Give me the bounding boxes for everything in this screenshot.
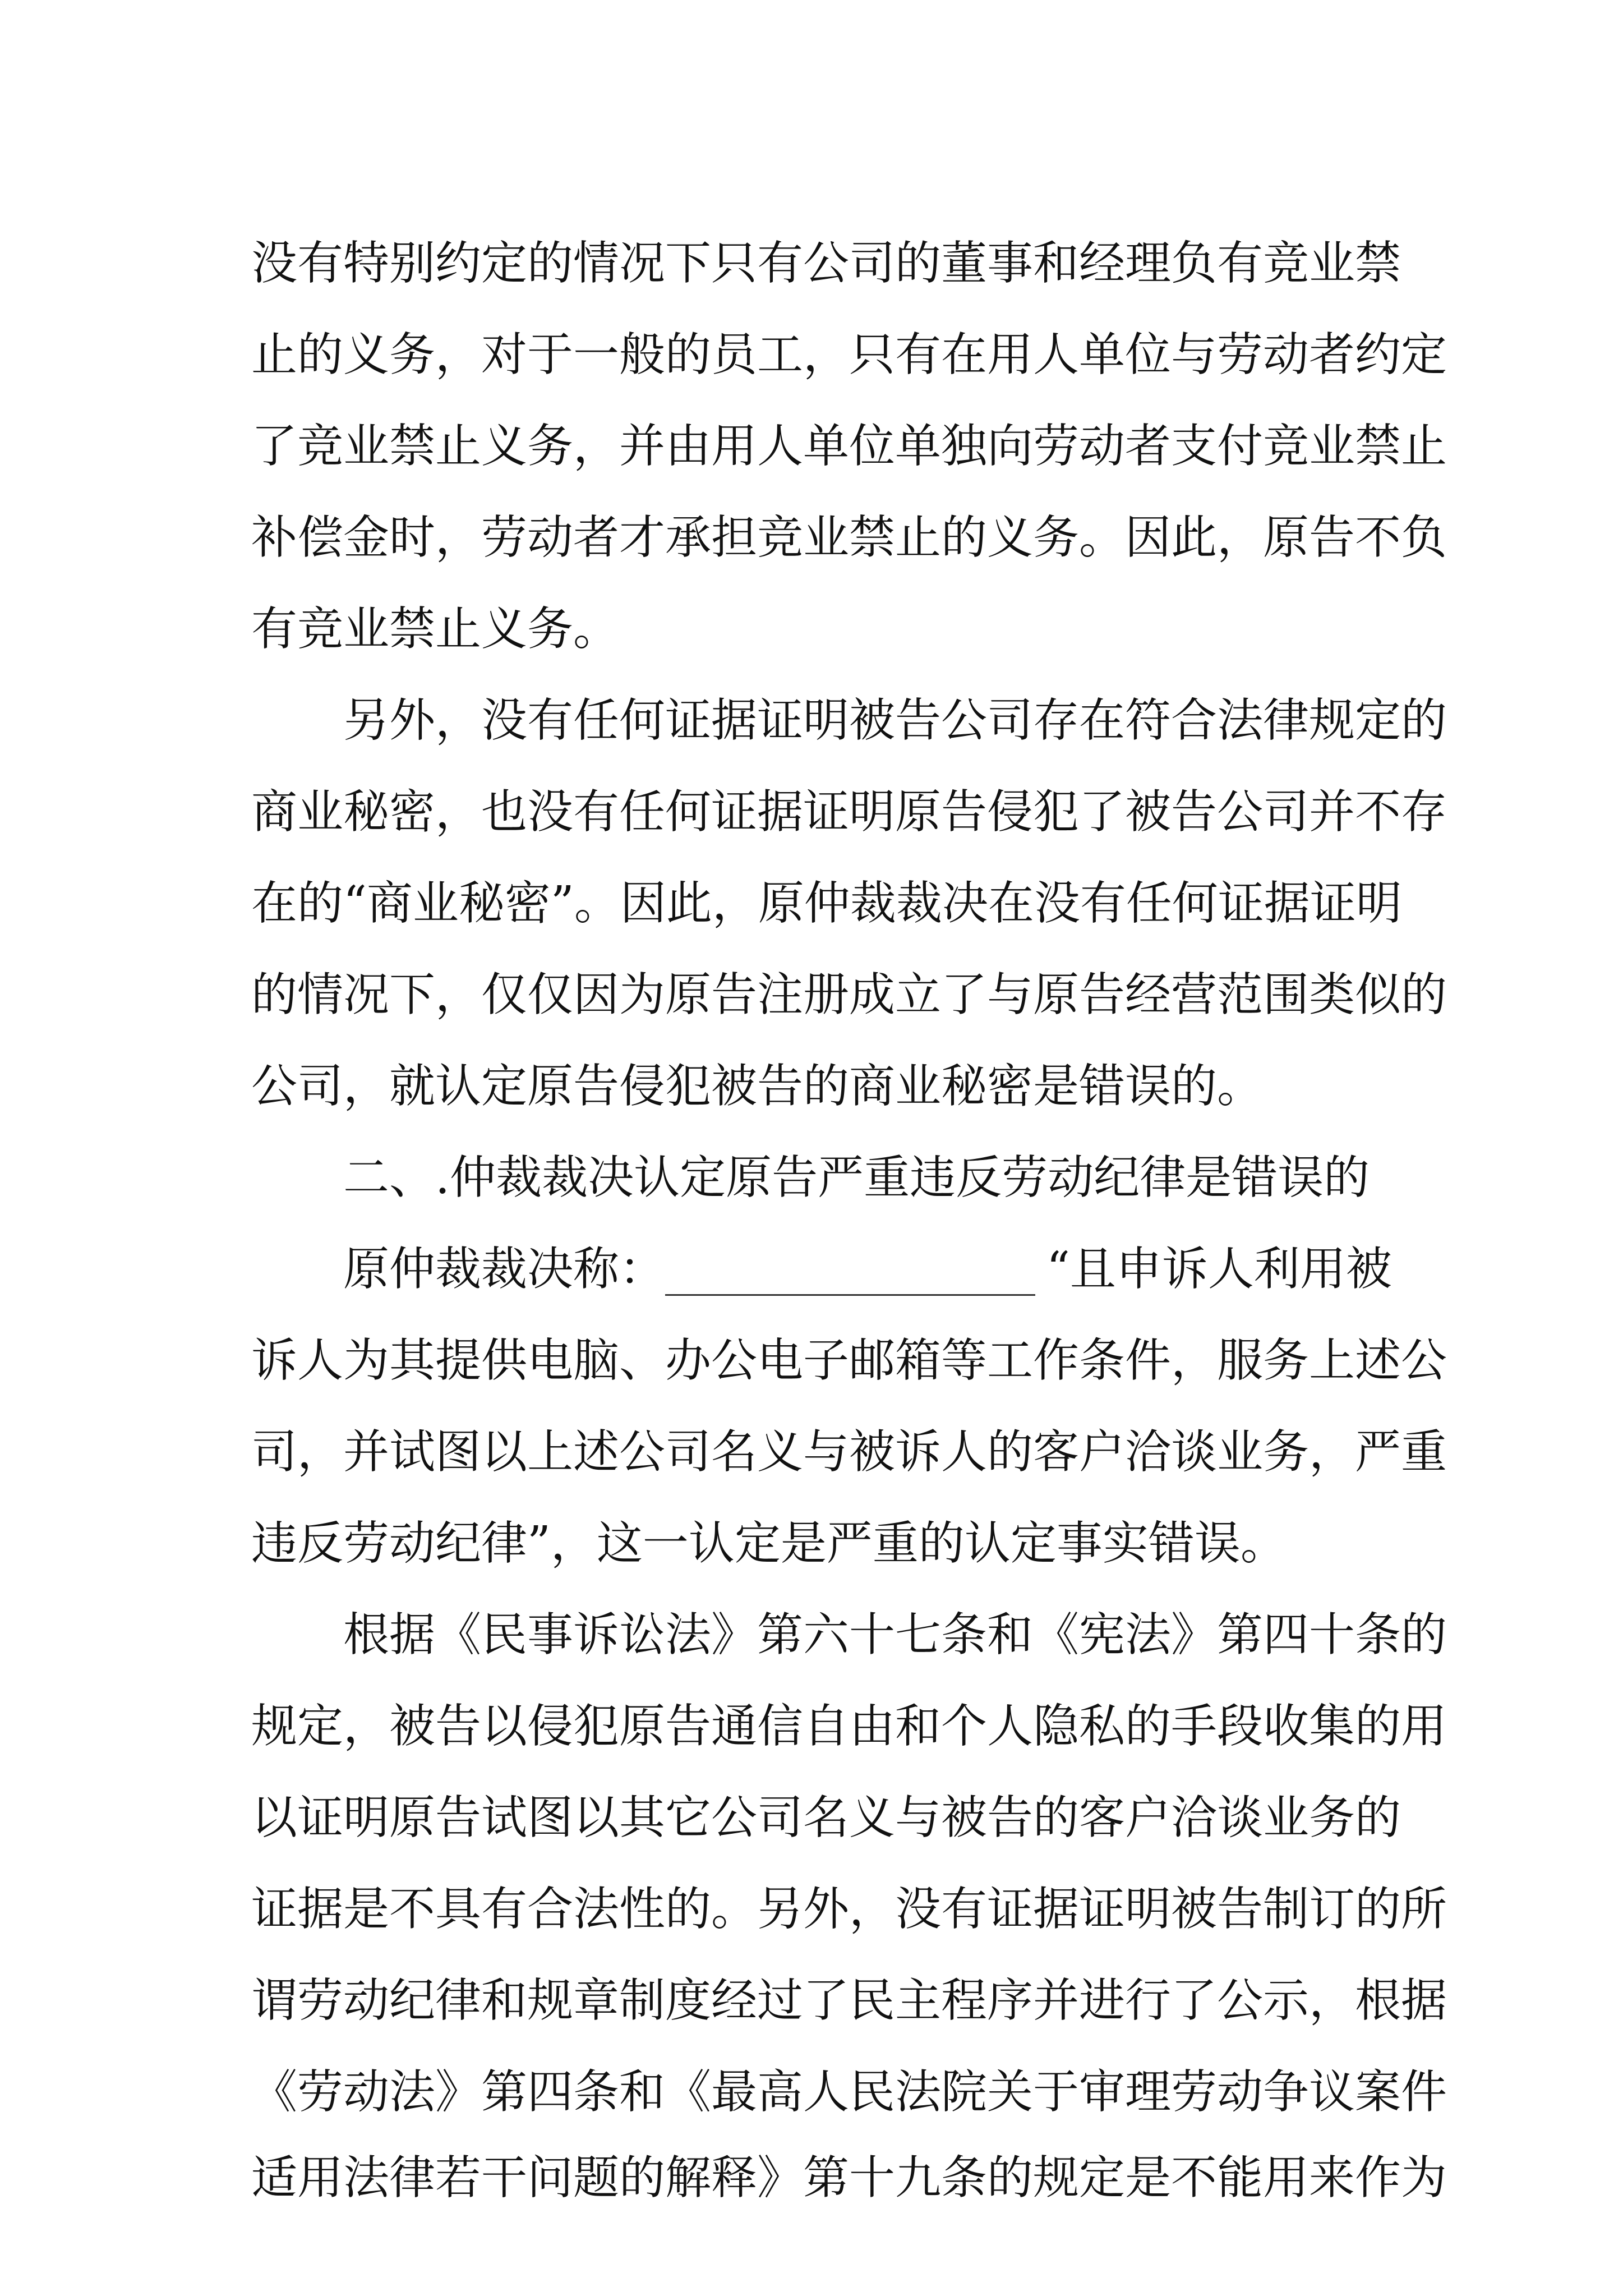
- text-line: 在的“商业秘密”。因此，原仲裁裁决在没有任何证据证明: [251, 877, 1402, 930]
- text-line: 的情况下，仅仅因为原告注册成立了与原告经营范围类似的: [251, 968, 1447, 1022]
- text-line: 以证明原告试图以其它公司名义与被告的客户洽谈业务的: [251, 1791, 1401, 1844]
- text-line: 规定，被告以侵犯原告通信自由和个人隐私的手段收集的用: [251, 1700, 1447, 1753]
- text-line: 根据《民事诉讼法》第六十七条和《宪法》第四十条的: [343, 1608, 1447, 1662]
- blank-underline: [665, 1249, 1035, 1296]
- quote-intro: 原仲裁裁决称：: [343, 1243, 666, 1296]
- text-line: 补偿金时，劳动者才承担竞业禁止的义务。因此，原告不负: [251, 511, 1447, 564]
- text-line: 诉人为其提供电脑、办公电子邮箱等工作条件，服务上述公: [251, 1334, 1447, 1387]
- text-line: 商业秘密，也没有任何证据证明原告侵犯了被告公司并不存: [251, 785, 1447, 839]
- text-line: 另外，没有任何证据证明被告公司存在符合法律规定的: [343, 694, 1447, 747]
- text-line: 了竞业禁止义务，并由用人单位单独向劳动者支付竞业禁止: [251, 420, 1447, 473]
- text-line: 有竞业禁止义务。: [251, 602, 620, 656]
- text-line: 适用法律若干问题的解释》第十九条的规定是不能用来作为: [251, 2151, 1447, 2205]
- text-line: 公司，就认定原告侵犯被告的商业秘密是错误的。: [251, 1060, 1264, 1113]
- text-line: 《劳动法》第四条和《最高人民法院关于审理劳动争议案件: [251, 2065, 1447, 2119]
- text-line: 止的义务，对于一般的员工，只有在用人单位与劳动者约定: [251, 328, 1447, 381]
- text-line: 谓劳动纪律和规章制度经过了民主程序并进行了公示，根据: [251, 1974, 1447, 2027]
- text-line-with-blank: [343, 1236, 1390, 1303]
- quote-start: “且申诉人利用被: [1046, 1243, 1392, 1296]
- text-line: 证据是不具有合法性的。另外，没有证据证明被告制订的所: [251, 1883, 1447, 1936]
- text-line: 没有特别约定的情况下只有公司的董事和经理负有竞业禁: [251, 237, 1401, 290]
- section-heading: 二、.仲裁裁决认定原告严重违反劳动纪律是错误的: [343, 1151, 1370, 1204]
- text-line: 司，并试图以上述公司名义与被诉人的客户洽谈业务，严重: [251, 1425, 1447, 1479]
- text-line: 违反劳动纪律”，这一认定是严重的认定事实错误。: [251, 1517, 1287, 1570]
